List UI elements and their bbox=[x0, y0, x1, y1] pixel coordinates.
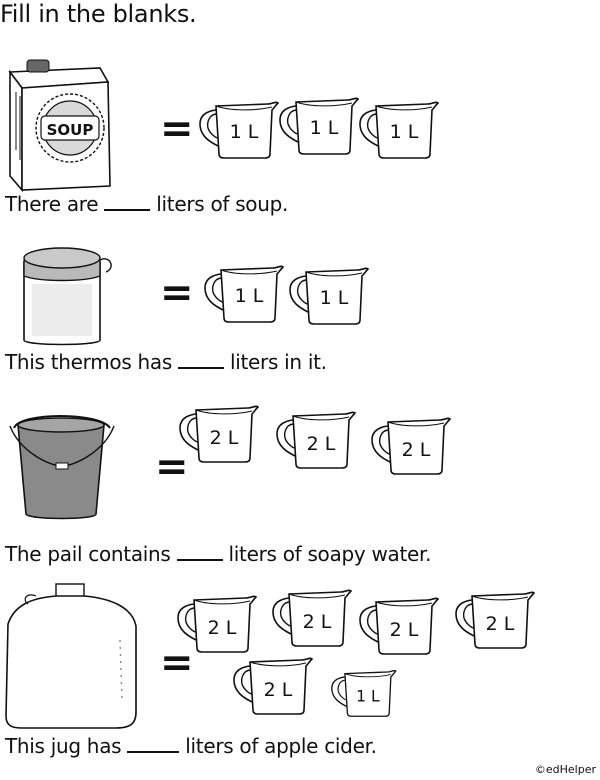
soup-carton-image bbox=[10, 60, 110, 190]
cup-4-4 bbox=[456, 592, 534, 648]
cup-label: 2 L bbox=[389, 619, 419, 641]
cup-3-1 bbox=[180, 406, 258, 462]
jug-image bbox=[6, 584, 136, 728]
sentence-2-after: liters in it. bbox=[229, 350, 327, 374]
cup-3-3 bbox=[372, 418, 450, 474]
cup-label: 1 L bbox=[356, 687, 380, 706]
answer-blank-2[interactable] bbox=[178, 365, 224, 369]
sentence-2 bbox=[5, 350, 327, 374]
cup-label: 2 L bbox=[207, 617, 237, 639]
cup-label: 2 L bbox=[302, 611, 332, 633]
sentence-4-after: liters of apple cider. bbox=[185, 734, 377, 758]
cup-label: 1 L bbox=[319, 287, 349, 309]
cup-1-2 bbox=[280, 98, 358, 154]
sentence-3 bbox=[5, 542, 431, 566]
cup-4-5 bbox=[234, 658, 312, 714]
cup-label: 1 L bbox=[389, 121, 419, 143]
cup-4-2 bbox=[273, 590, 351, 646]
sentence-1 bbox=[5, 192, 288, 216]
equals-sign-2: = bbox=[160, 270, 194, 316]
sentence-4-before: This jug has bbox=[5, 734, 122, 758]
soup-label-text: SOUP bbox=[46, 121, 94, 139]
cup-label: 2 L bbox=[263, 679, 293, 701]
cup-2-2 bbox=[290, 268, 368, 324]
sentence-2-before: This thermos has bbox=[5, 350, 172, 374]
cup-label: 2 L bbox=[485, 613, 515, 635]
equals-sign-3: = bbox=[155, 444, 189, 490]
sentence-3-before: The pail contains bbox=[5, 542, 171, 566]
sentence-1-after: liters of soup. bbox=[156, 192, 289, 216]
cup-label: 1 L bbox=[309, 117, 339, 139]
sentence-3-after: liters of soapy water. bbox=[228, 542, 432, 566]
answer-blank-1[interactable] bbox=[104, 207, 150, 211]
equals-sign-4: = bbox=[160, 640, 194, 686]
worksheet-title: Fill in the blanks. bbox=[0, 0, 197, 28]
sentence-1-before: There are bbox=[5, 192, 99, 216]
pail-image bbox=[10, 416, 114, 519]
answer-blank-4[interactable] bbox=[127, 749, 179, 753]
cup-label: 2 L bbox=[306, 433, 336, 455]
cup-label: 2 L bbox=[209, 427, 239, 449]
equals-sign-1: = bbox=[160, 106, 194, 152]
cup-2-1 bbox=[205, 266, 283, 322]
sentence-4 bbox=[5, 734, 377, 758]
copyright-notice: ©edHelper bbox=[534, 763, 596, 776]
cup-1-1 bbox=[200, 102, 278, 158]
answer-blank-3[interactable] bbox=[177, 557, 223, 561]
cup-1-3 bbox=[360, 102, 438, 158]
cup-4-6 bbox=[332, 671, 396, 717]
cup-label: 2 L bbox=[401, 439, 431, 461]
cup-label: 1 L bbox=[229, 121, 259, 143]
cup-label: 1 L bbox=[234, 285, 264, 307]
cup-4-3 bbox=[360, 598, 438, 654]
cup-3-2 bbox=[277, 412, 355, 468]
thermos-image bbox=[24, 248, 111, 345]
